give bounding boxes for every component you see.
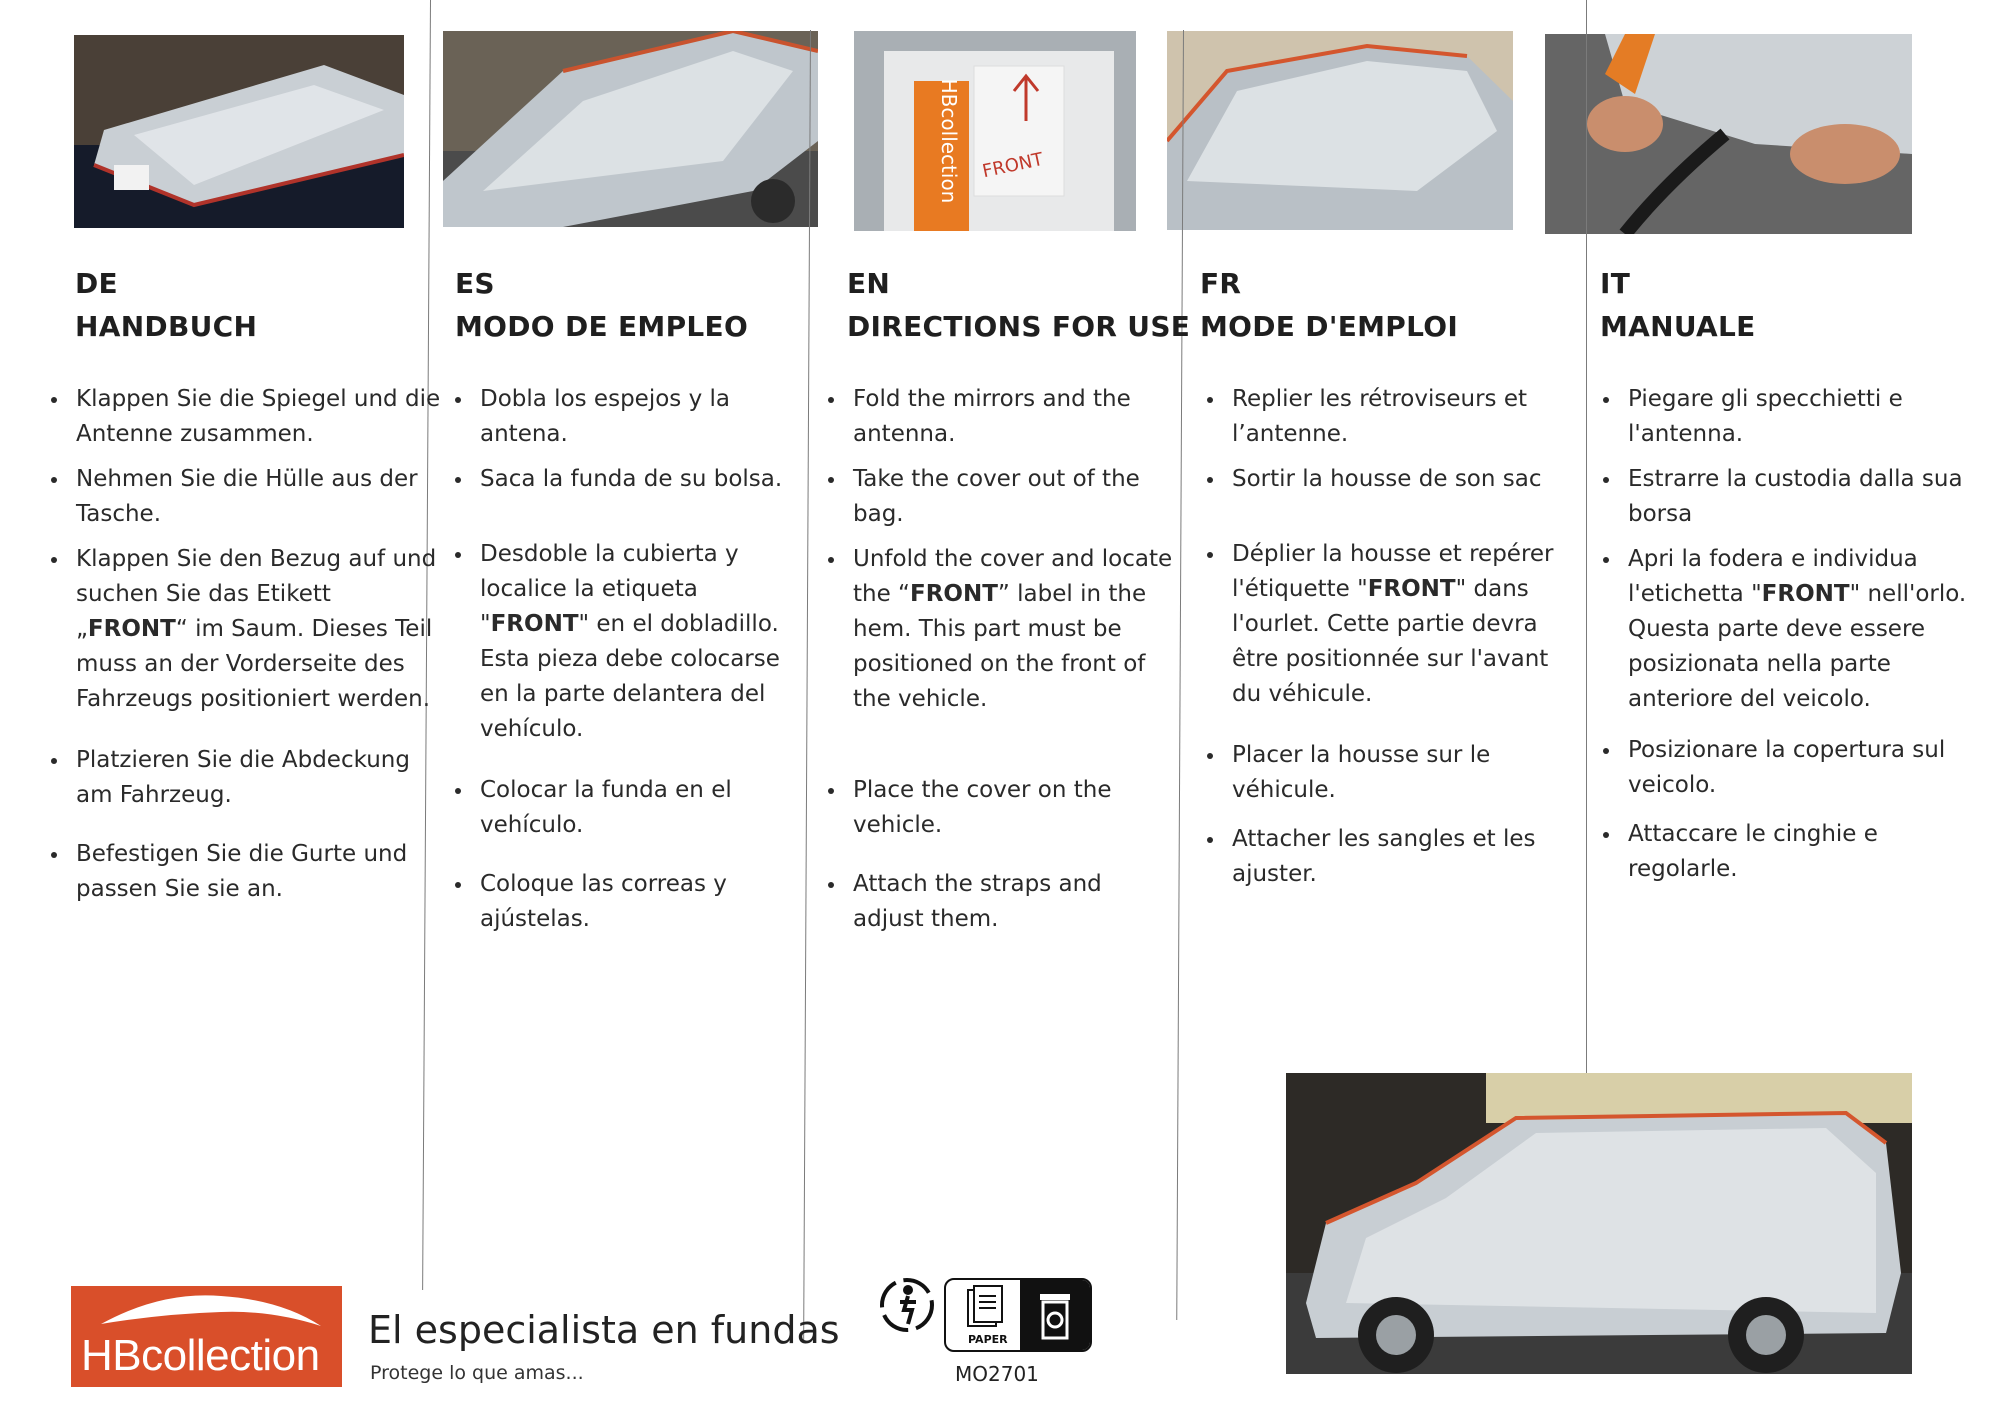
step-item: Place the cover on the vehicle.	[828, 773, 1178, 843]
step-item: Colocar la funda en el vehículo.	[455, 773, 800, 843]
step-item: Klappen Sie die Spiegel und die Antenne zusammen.	[51, 382, 447, 452]
step-item: Estrarre la custodia dalla sua borsa	[1603, 462, 1983, 532]
label-brand-text: HBcollection	[937, 78, 961, 204]
step-item: Coloque las correas y ajústelas.	[455, 867, 800, 937]
lang-code: ES	[455, 267, 495, 300]
section-title: DIRECTIONS FOR USE	[847, 310, 1191, 343]
lang-code: DE	[75, 267, 118, 300]
lang-code: FR	[1200, 267, 1242, 300]
heading-it	[1600, 262, 1756, 348]
step-item: Klappen Sie den Bezug auf und suchen Sie das Etikett „FRONT“ im Saum. Dieses Teil muss an der Vorderseite des Fahrzeugs positioniert werden.	[51, 542, 447, 717]
steps-list-it	[1603, 382, 1983, 897]
label-front-text: FRONT	[980, 148, 1046, 183]
front-keyword: FRONT	[909, 581, 998, 607]
front-keyword: FRONT	[87, 616, 176, 642]
subtagline: Protege lo que amas...	[370, 1362, 584, 1384]
steps-list-de	[51, 382, 447, 917]
column-divider	[1586, 0, 1587, 1073]
section-title: MODE D'EMPLOI	[1200, 310, 1459, 343]
step-item: Attaccare le cinghie e regolarle.	[1603, 817, 1983, 887]
recycle-bin-icon	[1020, 1280, 1090, 1350]
hbcollection-logo	[71, 1286, 342, 1387]
tagline: El especialista en fundas	[368, 1308, 840, 1352]
heading-es	[455, 262, 748, 348]
paper-label: PAPER	[968, 1333, 1008, 1346]
step-item: Replier les rétroviseurs et l’antenne.	[1207, 382, 1577, 452]
step-item: Unfold the cover and locate the “FRONT” label in the hem. This part must be positioned on the front of the vehicle.	[828, 542, 1178, 717]
photo-covered-car	[1286, 1073, 1912, 1374]
front-keyword: FRONT	[1761, 581, 1850, 607]
photo-unfold-on-car	[443, 31, 818, 227]
lang-code: EN	[847, 267, 891, 300]
front-keyword: FRONT	[490, 611, 579, 637]
step-item: Saca la funda de su bolsa.	[455, 462, 800, 497]
step-item: Placer la housse sur le véhicule.	[1207, 738, 1577, 808]
step-item: Take the cover out of the bag.	[828, 462, 1178, 532]
heading-en	[847, 262, 1190, 348]
heading-de	[75, 262, 257, 348]
step-item: Platzieren Sie die Abdeckung am Fahrzeug.	[51, 743, 447, 813]
step-item: Fold the mirrors and the antenna.	[828, 382, 1178, 452]
step-item: Posizionare la copertura sul veicolo.	[1603, 733, 1983, 803]
step-item: Dobla los espejos y la antena.	[455, 382, 800, 452]
step-item: Nehmen Sie die Hülle aus der Tasche.	[51, 462, 447, 532]
recycle-person-icon	[878, 1276, 936, 1334]
step-item: Attach the straps and adjust them.	[828, 867, 1178, 937]
step-item: Apri la fodera e individua l'etichetta "FRONT" nell'orlo. Questa parte deve essere posizionata nella parte anteriore del veicolo.	[1603, 542, 1983, 717]
step-item: Déplier la housse et repérer l'étiquette "FRONT" dans l'ourlet. Cette partie devra être positionnée sur l'avant du véhicule.	[1207, 537, 1577, 712]
step-item: Befestigen Sie die Gurte und passen Sie sie an.	[51, 837, 447, 907]
step-item: Desdoble la cubierta y localice la etiqueta "FRONT" en el dobladillo. Esta pieza debe colocarse en la parte delantera del vehículo.	[455, 537, 800, 747]
front-keyword: FRONT	[1367, 576, 1456, 602]
section-title: HANDBUCH	[75, 310, 258, 343]
paper-recycling-badge	[944, 1278, 1092, 1352]
lang-code: IT	[1600, 267, 1631, 300]
heading-fr	[1200, 262, 1458, 348]
step-item: Attacher les sangles et les ajuster.	[1207, 822, 1577, 892]
steps-list-en	[828, 382, 1178, 947]
section-title: MANUALE	[1600, 310, 1756, 343]
photo-attach-straps	[1545, 34, 1912, 234]
photo-front-label	[854, 31, 1136, 231]
logo-text: HBcollection	[81, 1331, 320, 1380]
section-title: MODO DE EMPLEO	[455, 310, 749, 343]
photo-cover-on-car	[1167, 31, 1513, 230]
photo-cover-in-bag	[74, 35, 404, 228]
step-item: Piegare gli specchietti e l'antenna.	[1603, 382, 1983, 452]
steps-list-fr	[1207, 382, 1577, 902]
product-code: MO2701	[955, 1362, 1039, 1386]
steps-list-es	[455, 382, 800, 947]
step-item: Sortir la housse de son sac	[1207, 462, 1577, 497]
